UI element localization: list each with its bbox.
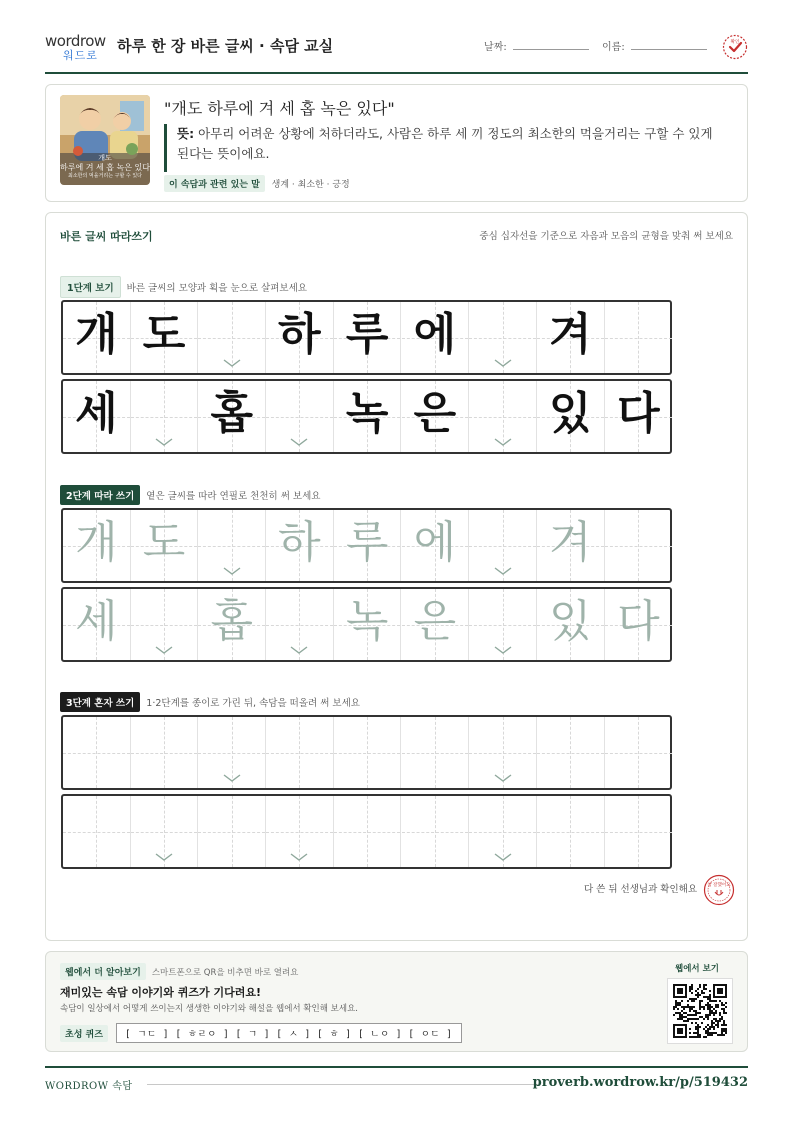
step3-row-2[interactable] bbox=[61, 794, 672, 869]
writing-cell[interactable] bbox=[198, 510, 266, 581]
writing-cell bbox=[469, 381, 537, 452]
guide-horizontal bbox=[266, 753, 333, 754]
writing-cell[interactable] bbox=[605, 796, 673, 867]
web-card bbox=[45, 951, 748, 1052]
practice-note: 중심 십자선을 기준으로 자음과 모음의 균형을 맞춰 써 보세요 bbox=[479, 231, 733, 242]
proverb-character: 은 bbox=[413, 596, 457, 647]
guide-horizontal bbox=[469, 625, 536, 626]
writing-cell[interactable] bbox=[198, 717, 266, 788]
guide-horizontal bbox=[605, 832, 673, 833]
space-mark-icon bbox=[223, 567, 241, 575]
qr-label: 웹에서 보기 bbox=[674, 964, 719, 974]
writing-cell bbox=[402, 302, 470, 373]
writing-cell[interactable] bbox=[605, 510, 673, 581]
writing-cell[interactable] bbox=[402, 717, 470, 788]
proverb-character: 있 bbox=[548, 596, 592, 647]
writing-cell[interactable] bbox=[469, 796, 537, 867]
guide-horizontal bbox=[469, 753, 536, 754]
guide-horizontal bbox=[198, 832, 265, 833]
name-line bbox=[631, 40, 707, 50]
writing-cell bbox=[605, 302, 673, 373]
writing-cell bbox=[402, 381, 470, 452]
writing-cell bbox=[469, 302, 537, 373]
proverb-character: 하 bbox=[278, 517, 321, 568]
guide-horizontal bbox=[469, 417, 536, 418]
guide-horizontal bbox=[537, 753, 604, 754]
logo-korean: 워드로 bbox=[63, 49, 98, 62]
guide-horizontal bbox=[63, 753, 130, 754]
guide-horizontal bbox=[266, 625, 333, 626]
proverb-character: 녹 bbox=[345, 388, 389, 439]
caption-line-2: 하루에 겨 세 홉 녹은 있다 bbox=[60, 163, 150, 172]
step1-tag: 1단계 보기 bbox=[60, 276, 121, 298]
writing-cell[interactable] bbox=[537, 796, 605, 867]
writing-cell bbox=[334, 381, 402, 452]
writing-cell[interactable] bbox=[334, 796, 402, 867]
web-hint: 스마트폰으로 QR을 비추면 바로 열려요 bbox=[151, 968, 299, 978]
guide-horizontal bbox=[605, 546, 673, 547]
writing-cell[interactable] bbox=[334, 510, 402, 581]
writing-cell[interactable] bbox=[198, 796, 266, 867]
guide-horizontal bbox=[131, 417, 198, 418]
space-mark-icon bbox=[290, 438, 308, 446]
quiz-box: [ ㄱㄷ ] [ ㅎㄹㅇ ] [ ㄱ ] [ ㅅ ] [ ㅎ ] [ ㄴㅇ ] [ ㅇㄷ ] bbox=[116, 1023, 462, 1043]
space-mark-icon bbox=[155, 438, 173, 446]
web-tag-row bbox=[60, 963, 298, 980]
step2-tag: 2단계 따라 쓰기 bbox=[60, 485, 140, 505]
guide-horizontal bbox=[605, 753, 673, 754]
step3-row-1[interactable] bbox=[61, 715, 672, 790]
writing-cell[interactable] bbox=[266, 796, 334, 867]
step2-row-1[interactable] bbox=[61, 508, 672, 583]
writing-cell[interactable] bbox=[131, 717, 199, 788]
writing-cell[interactable] bbox=[131, 796, 199, 867]
writing-cell[interactable] bbox=[334, 717, 402, 788]
step3-desc: 1·2단계를 종이로 가린 뒤, 속담을 떠올려 써 보세요 bbox=[146, 698, 360, 709]
name-label: 이름: bbox=[602, 42, 625, 53]
step1-desc: 바른 글씨의 모양과 획을 눈으로 살펴보세요 bbox=[126, 283, 307, 294]
step1-row-1 bbox=[61, 300, 672, 375]
proverb-character: 세 bbox=[75, 596, 118, 647]
writing-cell bbox=[131, 381, 199, 452]
meaning-label: 뜻: bbox=[177, 126, 195, 141]
writing-cell[interactable] bbox=[63, 796, 131, 867]
logo-wordmark: wordrow bbox=[45, 32, 106, 50]
proverb-character: 세 bbox=[75, 388, 118, 439]
space-mark-icon bbox=[223, 359, 241, 367]
practice-title: 바른 글씨 따라쓰기 bbox=[60, 230, 153, 243]
space-mark-icon bbox=[290, 646, 308, 654]
proverb-character: 도 bbox=[142, 309, 186, 360]
writing-cell[interactable] bbox=[63, 510, 131, 581]
proverb-character: 있 bbox=[548, 388, 592, 439]
writing-cell bbox=[63, 381, 131, 452]
space-mark-icon bbox=[223, 774, 241, 782]
footer-brand: WORDROW 속담 bbox=[45, 1081, 133, 1092]
step3-label bbox=[60, 692, 360, 712]
date-line bbox=[513, 40, 589, 50]
qr-code[interactable] bbox=[667, 978, 733, 1044]
guide-horizontal bbox=[469, 546, 536, 547]
stamp-icon bbox=[703, 874, 735, 906]
guide-horizontal bbox=[469, 338, 536, 339]
writing-cell[interactable] bbox=[131, 510, 199, 581]
guide-horizontal bbox=[334, 753, 401, 754]
writing-cell bbox=[605, 381, 673, 452]
guide-horizontal bbox=[605, 338, 673, 339]
step3-tag: 3단계 혼자 쓰기 bbox=[60, 692, 140, 712]
guide-horizontal bbox=[334, 832, 401, 833]
space-mark-icon bbox=[155, 853, 173, 861]
proverb-character: 개 bbox=[75, 309, 118, 360]
proverb-character: 개 bbox=[75, 517, 118, 568]
writing-cell[interactable] bbox=[402, 510, 470, 581]
badge-text: 확인 bbox=[730, 40, 740, 45]
writing-cell bbox=[266, 381, 334, 452]
writing-cell bbox=[266, 302, 334, 373]
chosung-quiz bbox=[60, 1023, 462, 1043]
writing-cell[interactable] bbox=[198, 589, 266, 660]
wordrow-logo bbox=[45, 32, 109, 64]
related-keywords: 생계 · 최소한 · 긍정 bbox=[271, 180, 350, 190]
guide-horizontal bbox=[131, 625, 198, 626]
meaning-text: 아무리 어려운 상황에 처하더라도, 사람은 하루 세 끼 정도의 최소한의 먹을거리는 구할 수 있게 된다는 뜻이에요. bbox=[177, 126, 713, 161]
writing-cell[interactable] bbox=[537, 589, 605, 660]
caption-line-1: 개도 bbox=[98, 154, 112, 162]
writing-cell bbox=[537, 302, 605, 373]
writing-cell[interactable] bbox=[605, 589, 673, 660]
web-tag: 웹에서 더 알아보기 bbox=[60, 963, 146, 980]
writing-cell[interactable] bbox=[605, 717, 673, 788]
writing-cell[interactable] bbox=[402, 589, 470, 660]
page-footer bbox=[45, 1066, 748, 1102]
web-title: 재미있는 속담 이야기와 퀴즈가 기다려요! bbox=[60, 986, 261, 999]
writing-cell[interactable] bbox=[537, 717, 605, 788]
guide-horizontal bbox=[266, 417, 333, 418]
web-subtitle: 속담이 일상에서 어떻게 쓰이는지 생생한 이야기와 해설을 웹에서 확인해 보세요. bbox=[60, 1004, 358, 1014]
guide-horizontal bbox=[63, 832, 130, 833]
writing-cell[interactable] bbox=[266, 717, 334, 788]
step2-row-2[interactable] bbox=[61, 587, 672, 662]
guide-horizontal bbox=[469, 832, 536, 833]
writing-cell[interactable] bbox=[266, 510, 334, 581]
proverb-character: 다 bbox=[617, 596, 660, 647]
page-title: 하루 한 장 바른 글씨 · 속담 교실 bbox=[117, 37, 334, 55]
step1-row-2 bbox=[61, 379, 672, 454]
proverb-character: 겨 bbox=[548, 309, 592, 360]
proverb-character: 은 bbox=[413, 388, 457, 439]
guide-horizontal bbox=[402, 832, 469, 833]
proverb-character: 하 bbox=[278, 309, 321, 360]
qr-code-icon bbox=[673, 984, 727, 1038]
proverb-character: 홉 bbox=[210, 596, 253, 647]
proverb-character: 에 bbox=[413, 309, 457, 360]
writing-cell[interactable] bbox=[402, 796, 470, 867]
writing-cell[interactable] bbox=[537, 510, 605, 581]
writing-cell[interactable] bbox=[469, 717, 537, 788]
guide-horizontal bbox=[198, 338, 265, 339]
guide-horizontal bbox=[198, 546, 265, 547]
check-badge-icon bbox=[722, 34, 748, 60]
writing-cell bbox=[334, 302, 402, 373]
guide-horizontal bbox=[131, 753, 198, 754]
name-field[interactable] bbox=[602, 38, 707, 53]
guide-horizontal bbox=[537, 832, 604, 833]
proverb-character: 다 bbox=[617, 388, 660, 439]
writing-cell bbox=[198, 302, 266, 373]
proverb-meaning bbox=[164, 124, 724, 172]
illustration-caption bbox=[60, 154, 150, 181]
step2-label bbox=[60, 485, 320, 505]
space-mark-icon bbox=[155, 646, 173, 654]
related-tag: 이 속담과 관련 있는 말 bbox=[164, 175, 265, 192]
page-header bbox=[45, 28, 748, 74]
space-mark-icon bbox=[494, 774, 512, 782]
date-field[interactable] bbox=[484, 38, 589, 53]
proverb-character: 녹 bbox=[345, 596, 389, 647]
quiz-label: 초성 퀴즈 bbox=[60, 1025, 108, 1042]
proverb-character: 겨 bbox=[548, 517, 592, 568]
writing-cell bbox=[537, 381, 605, 452]
writing-cell[interactable] bbox=[334, 589, 402, 660]
proverb-character: 에 bbox=[413, 517, 457, 568]
proverb-character: 홉 bbox=[210, 388, 253, 439]
writing-cell[interactable] bbox=[266, 589, 334, 660]
stamp-text: 참 잘했어요 bbox=[707, 883, 731, 888]
writing-cell bbox=[63, 302, 131, 373]
writing-cell[interactable] bbox=[63, 717, 131, 788]
footer-url[interactable]: proverb.wordrow.kr/p/519432 bbox=[532, 1075, 748, 1090]
space-mark-icon bbox=[494, 567, 512, 575]
proverb-character: 루 bbox=[345, 517, 389, 568]
writing-cell[interactable] bbox=[63, 589, 131, 660]
space-mark-icon bbox=[494, 359, 512, 367]
writing-cell bbox=[198, 381, 266, 452]
guide-horizontal bbox=[402, 753, 469, 754]
practice-card bbox=[45, 212, 748, 941]
space-mark-icon bbox=[494, 853, 512, 861]
guide-horizontal bbox=[131, 832, 198, 833]
writing-cell bbox=[131, 302, 199, 373]
space-mark-icon bbox=[494, 438, 512, 446]
proverb-quote: "개도 하루에 겨 세 홉 녹은 있다" bbox=[164, 99, 395, 118]
guide-horizontal bbox=[198, 753, 265, 754]
proverb-character: 루 bbox=[345, 309, 389, 360]
step1-label bbox=[60, 276, 307, 298]
space-mark-icon bbox=[494, 646, 512, 654]
date-label: 날짜: bbox=[484, 42, 507, 53]
proverb-character: 도 bbox=[142, 517, 186, 568]
guide-horizontal bbox=[266, 832, 333, 833]
step2-desc: 옅은 글씨를 따라 연필로 천천히 써 보세요 bbox=[146, 491, 321, 502]
space-mark-icon bbox=[290, 853, 308, 861]
proverb-illustration bbox=[60, 95, 150, 185]
caption-line-3: 최소한의 먹을거리는 구할 수 있다 bbox=[68, 173, 142, 179]
proverb-card bbox=[45, 84, 748, 202]
confirm-text: 다 쓴 뒤 선생님과 확인해요 bbox=[583, 884, 697, 895]
writing-cell[interactable] bbox=[469, 510, 537, 581]
footer-divider bbox=[147, 1084, 538, 1085]
related-words bbox=[164, 175, 350, 192]
writing-cell[interactable] bbox=[131, 589, 199, 660]
writing-cell[interactable] bbox=[469, 589, 537, 660]
